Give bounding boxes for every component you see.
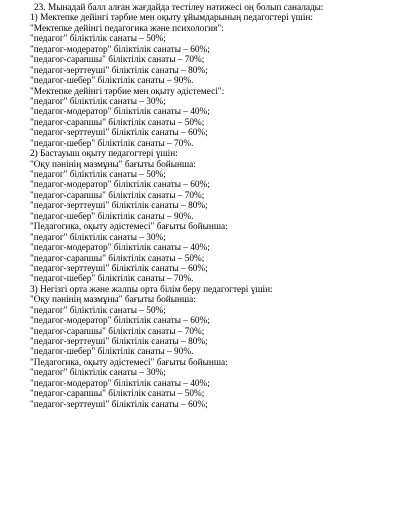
document-line: "педагог-шебер" біліктілік санаты – 90%. bbox=[30, 347, 194, 358]
document-line: "педагог-модератор" біліктілік санаты – 60%; bbox=[30, 316, 210, 327]
document-line: "Оқу пәнінің мазмұны" бағыты бойынша: bbox=[30, 295, 196, 306]
document-line: "педагог-сарапшы" біліктілік санаты – 50%; bbox=[30, 117, 205, 128]
document-body bbox=[0, 3, 410, 410]
document-line: "педагог-сарапшы" біліктілік санаты – 70%; bbox=[30, 55, 205, 66]
document-line: 1) Мектепке дейінгі тәрбие мен оқыту ұйымдарының педагогтері үшін: bbox=[30, 13, 313, 24]
document-line: "педагог-сарапшы" біліктілік санаты – 70%; bbox=[30, 190, 205, 201]
document-line: "педагог-сарапшы" біліктілік санаты – 50%; bbox=[30, 389, 205, 400]
document-line: "педагог-модератор" біліктілік санаты – 40%; bbox=[30, 378, 210, 389]
document-line: "педагог-модератор" біліктілік санаты – 40%; bbox=[30, 243, 210, 254]
document-line: "педагог-шебер" біліктілік санаты – 70%. bbox=[30, 138, 194, 149]
document-line: "педагог-зерттеуші" біліктілік санаты – 60%; bbox=[30, 263, 208, 274]
document-line: "Мектепке дейінгі педагогика және психология": bbox=[30, 23, 224, 34]
document-line: "Оқу пәнінің мазмұны" бағыты бойынша: bbox=[30, 159, 196, 170]
document-line: "педагог-зерттеуші" біліктілік санаты – 60%; bbox=[30, 128, 208, 139]
document-line: "педагог-модератор" біліктілік санаты – 60%; bbox=[30, 44, 210, 55]
document-line: "Мектепке дейінгі тәрбие мен оқыту әдістемесі": bbox=[30, 86, 225, 97]
document-line: "педагог" біліктілік санаты – 50%; bbox=[30, 34, 166, 45]
document-line: "педагог-зерттеуші" біліктілік санаты – 80%; bbox=[30, 337, 208, 347]
document-line: "Педагогика, оқыту әдістемесі" бағыты бойынша: bbox=[30, 222, 228, 233]
document-line: "педагог-зерттеуші" біліктілік санаты – 80%; bbox=[30, 65, 208, 76]
document-line: "педагог" біліктілік санаты – 30%; bbox=[30, 232, 166, 243]
document-line: "педагог-сарапшы" біліктілік санаты – 70%; bbox=[30, 326, 205, 337]
document-line: "Педагогика, оқыту әдістемесі" бағыты бойынша: bbox=[30, 357, 228, 368]
document-line: "педагог-шебер" біліктілік санаты – 90%. bbox=[30, 76, 194, 87]
document-line: "педагог-шебер" біліктілік санаты – 90%. bbox=[30, 211, 194, 222]
document-line: "педагог" біліктілік санаты – 50%; bbox=[30, 305, 166, 316]
paragraph-heading: 23. Мынадай балл алған жағдайда тестілеу нәтижесі оң болып саналады: bbox=[34, 3, 324, 13]
document-line: "педагог-модератор" біліктілік санаты – 40%; bbox=[30, 107, 210, 118]
document-line: 2) Бастауыш оқыту педагогтері үшін: bbox=[30, 149, 178, 160]
document-line: "педагог-зерттеуші" біліктілік санаты – 80%; bbox=[30, 201, 208, 212]
document-line: "педагог-шебер" біліктілік санаты – 70%. bbox=[30, 274, 194, 285]
document-line: "педагог" біліктілік санаты – 30%; bbox=[30, 96, 166, 107]
document-line: "педагог-зерттеуші" біліктілік санаты – 60%; bbox=[30, 399, 208, 410]
document-line: "педагог-сарапшы" біліктілік санаты – 50%; bbox=[30, 253, 205, 264]
document-line: "педагог-модератор" біліктілік санаты – 60%; bbox=[30, 180, 210, 191]
document-line: "педагог" біліктілік санаты – 50%; bbox=[30, 170, 166, 180]
document-line: 3) Негізгі орта және жалпы орта білім беру педагогтері үшін: bbox=[30, 284, 273, 295]
document-line: "педагог" біліктілік санаты – 30%; bbox=[30, 368, 166, 379]
